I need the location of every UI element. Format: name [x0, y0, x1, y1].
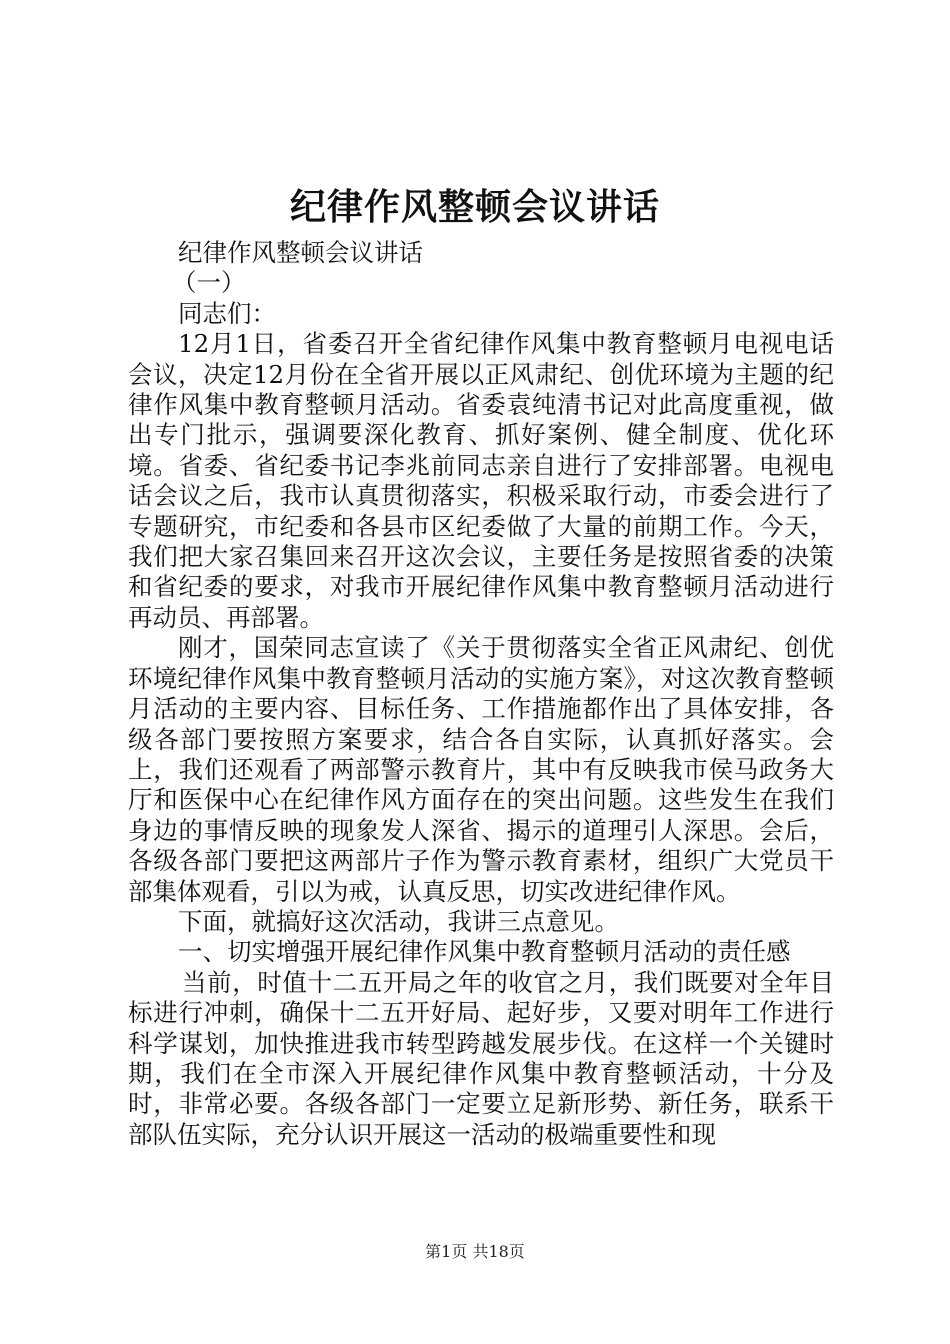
section-number: （一） — [172, 268, 246, 298]
paragraph: 当前，时值十二五开局之年的收官之月，我们既要对全年目标进行冲刺，确保十二五开好局、起好步，又要对明年工作进行科学谋划，加快推进我市转型跨越发展步伐。在这样一个关键时期，我们在全市深入开展纪律作风集中教育整顿活动，十分及时，非常必要。各级各部门一定要立足新形势、新任务，联系干部队伍实际，充分认识开展这一活动的极端重要性和现 — [128, 967, 834, 1149]
subtitle-line: 纪律作风整顿会议讲话 — [178, 238, 423, 267]
salutation: 同志们： — [178, 298, 276, 328]
section-heading: 一、切实增强开展纪律作风集中教育整顿月活动的责任感 — [178, 937, 791, 967]
paragraph: 刚才，国荣同志宣读了《关于贯彻落实全省正风肃纪、创优环境纪律作风集中教育整顿月活动的实施方案》，对这次教育整顿月活动的主要内容、目标任务、工作措施都作出了具体安排，各级各部门要按照方案要求，结合各自实际，认真抓好落实。会上，我们还观看了两部警示教育片，其中有反映我市侯马政务大厅和医保中心在纪律作风方面存在的突出问题。这些发生在我们身边的事情反映的现象发人深省、揭示的道理引人深思。会后，各级各部门要把这两部片子作为警示教育素材，组织广大党员干部集体观看，引以为戒，认真反思，切实改进纪律作风。 — [128, 633, 834, 906]
page-footer: 第1页 共18页 — [425, 1242, 525, 1261]
document-title: 纪律作风整顿会议讲话 — [289, 186, 660, 228]
paragraph: 下面，就搞好这次活动，我讲三点意见。 — [178, 906, 619, 936]
document-body — [128, 238, 834, 1150]
paragraph: 12月1日，省委召开全省纪律作风集中教育整顿月电视电话会议，决定12月份在全省开展以正风肃纪、创优环境为主题的纪律作风集中教育整顿月活动。省委袁纯清书记对此高度重视，做出专门批示，强调要深化教育、抓好案例、健全制度、优化环境。省委、省纪委书记李兆前同志亲自进行了安排部署。电视电话会议之后，我市认真贯彻落实，积极采取行动，市委会进行了专题研究，市纪委和各县市区纪委做了大量的前期工作。今天，我们把大家召集回来召开这次会议，主要任务是按照省委的决策和省纪委的要求，对我市开展纪律作风集中教育整顿月活动进行再动员、再部署。 — [128, 329, 834, 632]
